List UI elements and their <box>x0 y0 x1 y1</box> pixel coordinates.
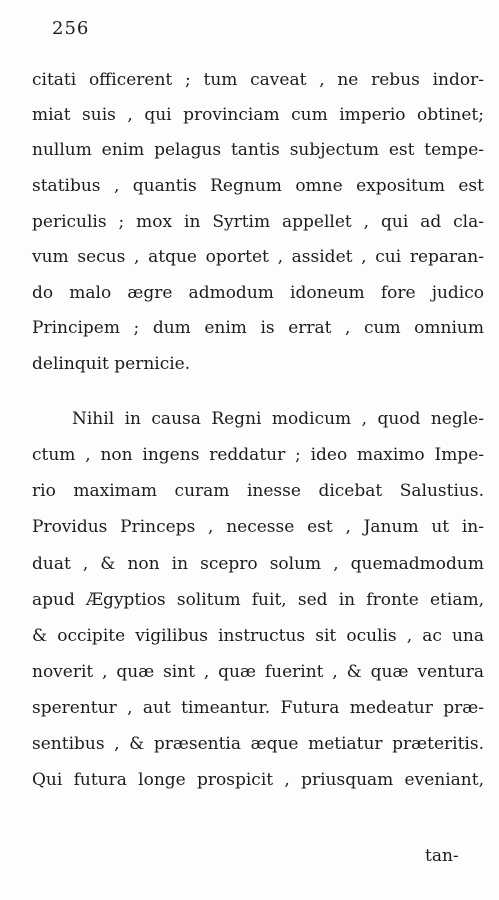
text-line: Nihil in causa Regni modicum , quod negle- <box>72 409 484 429</box>
text-line: periculis ; mox in Syrtim appellet , qui ad cla- <box>32 212 484 232</box>
text-line: citati officerent ; tum caveat , ne rebus indor- <box>32 70 484 90</box>
text-line: vum secus , atque oportet , assidet , cui reparan- <box>32 247 484 267</box>
text-line: do malo ægre admodum idoneum fore judico <box>32 283 484 303</box>
text-line: sperentur , aut timeantur. Futura medeatur præ- <box>32 698 484 718</box>
text-line: rio maximam curam inesse dicebat Salustius. <box>32 481 484 501</box>
text-line: statibus , quantis Regnum omne expositum est <box>32 176 484 196</box>
text-line: nullum enim pelagus tantis subjectum est tempe- <box>32 140 484 160</box>
text-line: Principem ; dum enim is errat , cum omnium <box>32 318 484 338</box>
text-line: Providus Princeps , necesse est , Janum ut in- <box>32 517 484 537</box>
text-line: apud Ægyptios solitum fuit, sed in fronte etiam, <box>32 590 484 610</box>
catchword: tan- <box>425 846 459 866</box>
text-line: Qui futura longe prospicit , priusquam eveniant, <box>32 770 484 790</box>
text-line: & occipite vigilibus instructus sit oculis , ac una <box>32 626 484 646</box>
text-line: noverit , quæ sint , quæ fuerint , & quæ ventura <box>32 662 484 682</box>
text-line: duat , & non in scepro solum , quemadmodum <box>32 554 484 574</box>
text-line: delinquit pernicie. <box>32 354 191 374</box>
page-number: 256 <box>52 18 90 39</box>
text-line: sentibus , & præsentia æque metiatur præteritis. <box>32 734 484 754</box>
text-line: miat suis , qui provinciam cum imperio obtinet; <box>32 105 484 125</box>
text-line: ctum , non ingens reddatur ; ideo maximo Impe- <box>32 445 484 465</box>
